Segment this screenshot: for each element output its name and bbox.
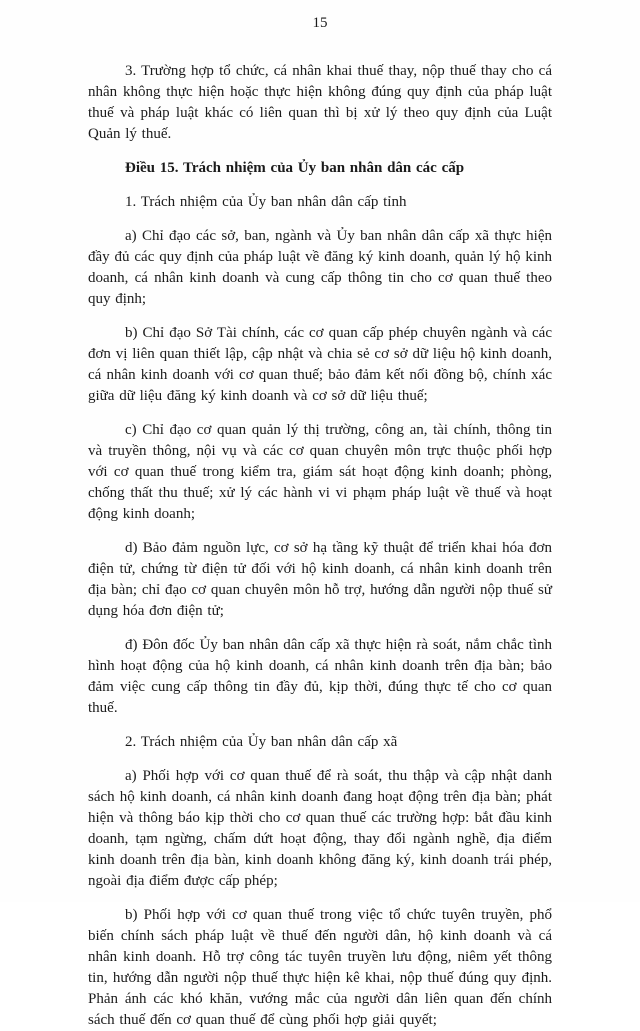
page-number: 15	[312, 15, 328, 31]
paragraph-clause-3: 3. Trường hợp tổ chức, cá nhân khai thuế thay, nộp thuế thay cho cá nhân không thực hiện hoặc thực hiện không đúng quy định của pháp luật thuế và pháp luật khác có liên quan thì bị xử lý theo quy định của Luật Quản lý thuế.	[88, 63, 552, 142]
paragraph-item-1d: d) Bảo đảm nguồn lực, cơ sở hạ tầng kỹ thuật để triển khai hóa đơn điện tử, chứng từ điện tử đối với hộ kinh doanh, cá nhân kinh doanh trên địa bàn; chỉ đạo cơ quan chuyên môn hỗ trợ, hướng dẫn người nộp thuế sử dụng hóa đơn điện tử;	[88, 540, 552, 619]
paragraph-item-1c: c) Chỉ đạo cơ quan quản lý thị trường, công an, tài chính, thông tin và truyền thông, nội vụ và các cơ quan chuyên môn trực thuộc phối hợp với cơ quan thuế trong kiểm tra, giám sát hoạt động kinh doanh; phòng, chống thất thu thuế; xử lý các hành vi vi phạm pháp luật về thuế và hoạt động kinh doanh;	[88, 422, 552, 522]
paragraph-item-1a: a) Chỉ đạo các sở, ban, ngành và Ủy ban nhân dân cấp xã thực hiện đầy đủ các quy định của pháp luật về đăng ký kinh doanh, quản lý hộ kinh doanh, cá nhân kinh doanh và cung cấp thông tin cho cơ quan thuế theo quy định;	[88, 228, 552, 307]
article-heading: Điều 15. Trách nhiệm của Ủy ban nhân dân các cấp	[125, 160, 465, 176]
paragraph-item-1dd: đ) Đôn đốc Ủy ban nhân dân cấp xã thực hiện rà soát, nắm chắc tình hình hoạt động của hộ kinh doanh, cá nhân kinh doanh trên địa bàn; bảo đảm việc cung cấp thông tin đầy đủ, kịp thời, đúng thực tế cho cơ quan thuế.	[88, 637, 552, 716]
paragraph-item-2a: a) Phối hợp với cơ quan thuế để rà soát, thu thập và cập nhật danh sách hộ kinh doanh, cá nhân kinh doanh đang hoạt động trên địa bàn; phát hiện và thông báo kịp thời cho cơ quan thuế các trường hợp: bắt đầu kinh doanh, tạm ngừng, chấm dứt hoạt động, thay đổi ngành nghề, địa điểm kinh doanh trên địa bàn, kinh doanh không đăng ký, kinh doanh trái phép, ngoài địa điểm được cấp phép;	[88, 768, 552, 889]
paragraph-item-1b: b) Chỉ đạo Sở Tài chính, các cơ quan cấp phép chuyên ngành và các đơn vị liên quan thiết lập, cập nhật và chia sẻ cơ sở dữ liệu hộ kinh doanh, cá nhân kinh doanh với cơ quan thuế; bảo đảm kết nối đồng bộ, chính xác giữa dữ liệu đăng ký kinh doanh và cơ sở dữ liệu thuế;	[88, 325, 552, 404]
paragraph-item-2: 2. Trách nhiệm của Ủy ban nhân dân cấp xã	[125, 734, 398, 750]
paragraph-item-2b: b) Phối hợp với cơ quan thuế trong việc tổ chức tuyên truyền, phổ biến chính sách pháp luật về thuế đến người dân, hộ kinh doanh và cá nhân kinh doanh. Hỗ trợ công tác tuyên truyền lưu động, niêm yết thông tin, hướng dẫn người nộp thuế thực hiện kê khai, nộp thuế đúng quy định. Phản ánh các khó khăn, vướng mắc của người dân liên quan đến chính sách thuế đến cơ quan thuế để cùng phối hợp giải quyết;	[88, 907, 552, 1028]
paragraph-item-1: 1. Trách nhiệm của Ủy ban nhân dân cấp tỉnh	[125, 194, 407, 210]
